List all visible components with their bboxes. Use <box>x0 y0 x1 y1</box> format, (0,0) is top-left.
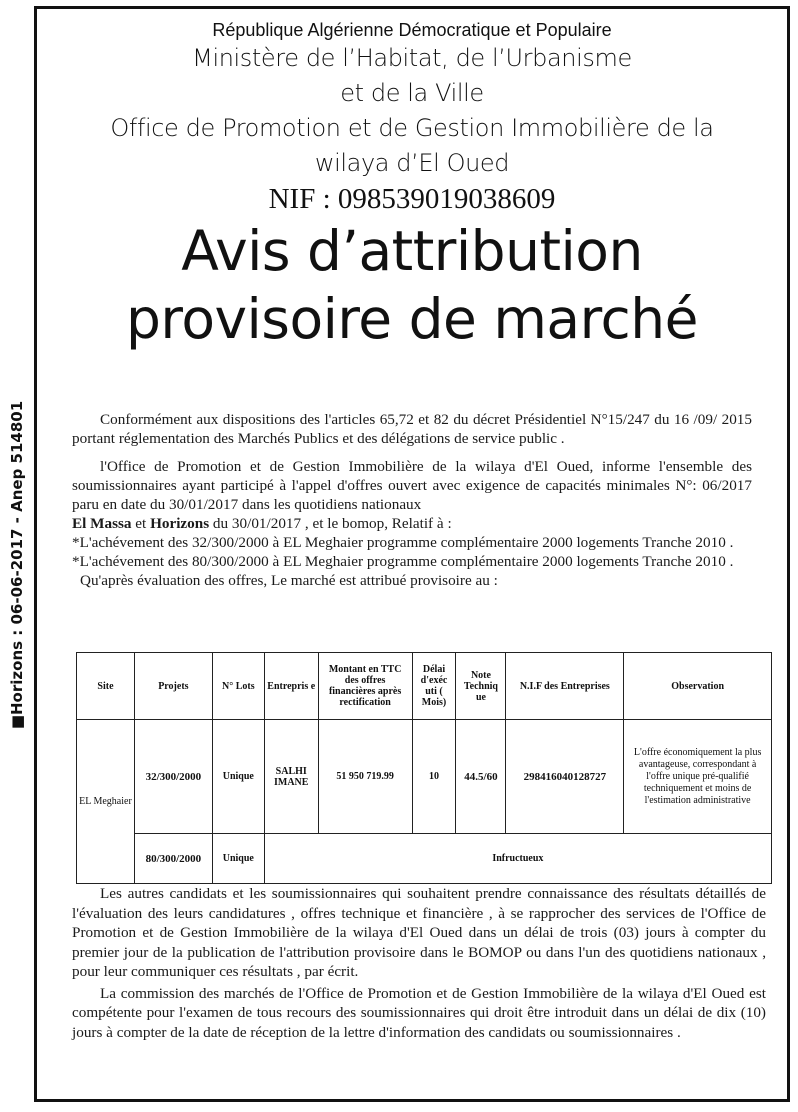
newspaper-2: Horizons <box>150 515 210 532</box>
attribution-table <box>76 652 772 884</box>
cell-lot-2: Unique <box>212 834 264 884</box>
cell-nif-1: 298416040128727 <box>506 720 624 834</box>
cell-observation-1: L'offre économiquement la plus avantageuse, correspondant à l'offre unique pré-qualifié techniquement et moins de l'estimation administrative <box>624 720 772 834</box>
newspaper-1: El Massa <box>72 515 132 532</box>
intro-paragraph-2-a: l'Office de Promotion et de Gestion Immobilière de la wilaya d'El Oued, informe l'ensemble des soumissionnaires ayant participé à l'appel d'offres ouvert avec exigence de capacités minimales N°: 06/2017 paru en date du 30/01/2017 dans les quotidiens nationaux <box>72 458 752 513</box>
header-office: Office de Promotion et de Gestion Immobilière de la <box>110 114 714 142</box>
table-row <box>77 720 772 834</box>
header-projets: Projets <box>134 653 212 720</box>
header-entreprise: Entrepris e <box>264 653 318 720</box>
header-ministry: Ministère de l’Habitat, de l’Urbanisme <box>192 44 632 72</box>
closing-paragraph-1: Les autres candidats et les soumissionnaires qui souhaitent prendre connaissance des résultats détaillés de l'évaluation des leurs candidatures , offres technique et financière , à se rapprocher des services de l'Office de Promotion et de Gestion Immobilière de la wilaya d'El Oued dans un délai de trois (03) jours à compter du premier jour de la publication de l'attribution provisoire dans le BOMOP ou dans l'un des quotidiens nationaux , pour leur communiquer ces résultats , par écrit. <box>72 885 766 980</box>
header-nif: NIF : 098539019038609 <box>268 183 556 215</box>
intro-item-2: *L'achévement des 80/300/2000 à EL Meghaier programme complémentaire 2000 logements Tranche 2010 . <box>72 553 734 570</box>
cell-site: EL Meghaier <box>77 720 135 884</box>
header-office-cont: wilaya d’El Oued <box>314 149 510 177</box>
cell-lot-1: Unique <box>212 720 264 834</box>
header-nif: N.I.F des Entreprises <box>506 653 624 720</box>
table-header-row <box>77 653 772 720</box>
side-label <box>4 380 30 750</box>
header-site: Site <box>77 653 135 720</box>
intro-paragraph-3: Qu'après évaluation des offres, Le marché est attribué provisoire au : <box>80 572 498 589</box>
header-delai: Délai d'exéc uti ( Mois) <box>412 653 456 720</box>
header <box>36 18 788 353</box>
header-republic: République Algérienne Démocratique et Populaire <box>212 20 612 40</box>
intro-paragraph-1: Conformément aux dispositions des l'articles 65,72 et 82 du décret Présidentiel N°15/247 du 16 /09/ 2015 portant réglementation des Marchés Publics et des délégations de service public . <box>72 411 752 447</box>
side-label-text: ■Horizons : 06-06-2017 - Anep 514801 <box>8 400 26 730</box>
intro-paragraph-2 <box>72 457 752 533</box>
closing-paragraph-2: La commission des marchés de l'Office de Promotion et de Gestion Immobilière de la wilaya d'El Oued est compétente pour l'examen de tous recours des soumissionnaires qui droit être introduit dans un délai de dix (10) jours à compter de la date de réception de la lettre d'information des candidats ou soumissionnaires . <box>72 984 766 1041</box>
intro-paragraph-2-b: du 30/01/2017 , et le bomop, Relatif à : <box>209 515 452 532</box>
cell-projet-2: 80/300/2000 <box>134 834 212 884</box>
title-line-1: Avis d’attribution <box>181 219 643 283</box>
header-ministry-cont: et de la Ville <box>340 79 484 107</box>
cell-delai-1: 10 <box>412 720 456 834</box>
intro-body <box>72 410 752 590</box>
title-line-2: provisoire de marché <box>126 287 698 351</box>
table-row <box>77 834 772 884</box>
header-lots: N° Lots <box>212 653 264 720</box>
closing-body <box>72 884 766 1042</box>
intro-item-1: *L'achévement des 32/300/2000 à EL Meghaier programme complémentaire 2000 logements Tranche 2010 . <box>72 534 734 551</box>
cell-note-1: 44.5/60 <box>456 720 506 834</box>
header-observation: Observation <box>624 653 772 720</box>
cell-status-2: Infructueux <box>264 834 771 884</box>
header-montant: Montant en TTC des offres financières après rectification <box>318 653 412 720</box>
cell-projet-1: 32/300/2000 <box>134 720 212 834</box>
conj-et: et <box>131 515 151 532</box>
cell-montant-1: 51 950 719.99 <box>318 720 412 834</box>
header-note: Note Techniq ue <box>456 653 506 720</box>
cell-entreprise-1: SALHI IMANE <box>264 720 318 834</box>
